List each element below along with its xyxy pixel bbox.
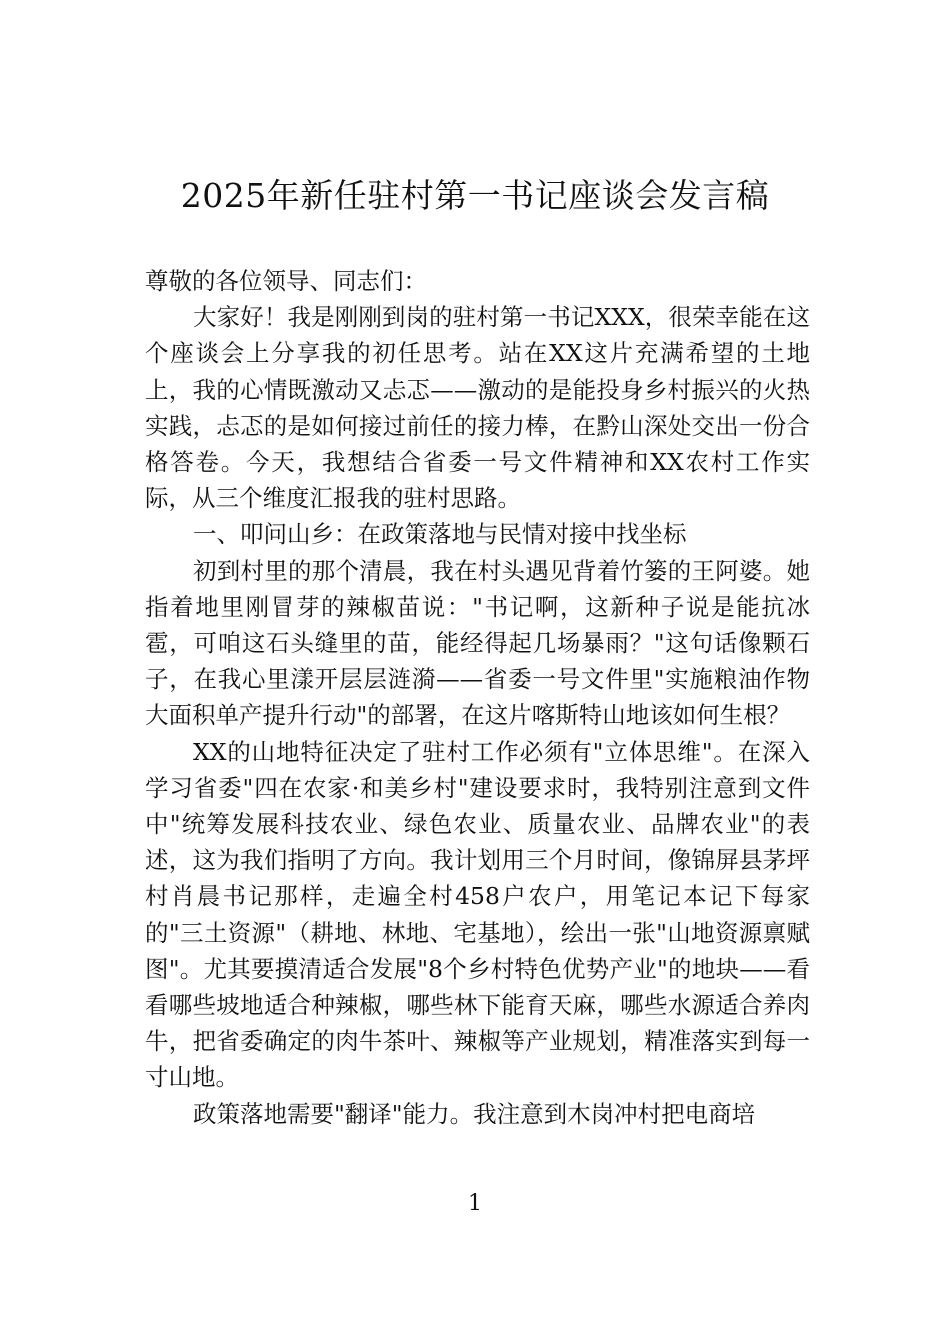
document-title: 2025年新任驻村第一书记座谈会发言稿 <box>180 176 770 215</box>
document-body <box>145 263 810 1132</box>
page-number: 1 <box>468 1191 482 1216</box>
paragraph-intro: 大家好！我是刚刚到岗的驻村第一书记XXX，很荣幸能在这个座谈会上分享我的初任思考。站在XX这片充满希望的土地上，我的心情既激动又忐忑——激动的是能投身乡村振兴的火热实践，忐忑的是如何接过前任的接力棒，在黔山深处交出一份合格答卷。今天，我想结合省委一号文件精神和XX农村工作实际，从三个维度汇报我的驻村思路。 <box>145 303 810 513</box>
section-heading-1: 一、叩问山乡：在政策落地与民情对接中找坐标 <box>193 520 687 549</box>
salutation: 尊敬的各位领导、同志们： <box>145 267 427 295</box>
paragraph-policy: 政策落地需要"翻译"能力。我注意到木岗冲村把电商培 <box>193 1099 756 1128</box>
paragraph-anecdote: 初到村里的那个清晨，我在村头遇见背着竹篓的王阿婆。她指着地里刚冒芽的辣椒苗说："书记啊，这新种子说是能抗冰雹，可咱这石头缝里的苗，能经得起几场暴雨？"这句话像颗石子，在我心里漾开层层涟漪——省委一号文件里"实施粮油作物大面积单产提升行动"的部署，在这片喀斯特山地该如何生根？ <box>145 556 810 730</box>
paragraph-plan: XX的山地特征决定了驻村工作必须有"立体思维"。在深入学习省委"四在农家·和美乡村"建设要求时，我特别注意到文件中"统筹发展科技农业、绿色农业、质量农业、品牌农业"的表述，这为我们指明了方向。我计划用三个月时间，像锦屏县茅坪村肖晨书记那样，走遍全村458户农户，用笔记本记下每家的"三土资源"（耕地、林地、宅基地），绘出一张"山地资源禀赋图"。尤其要摸清适合发展"8个乡村特色优势产业"的地块——看看哪些坡地适合种辣椒，哪些林下能育天麻，哪些水源适合养肉牛，把省委确定的肉牛茶叶、辣椒等产业规划，精准落实到每一寸山地。 <box>145 737 810 1092</box>
